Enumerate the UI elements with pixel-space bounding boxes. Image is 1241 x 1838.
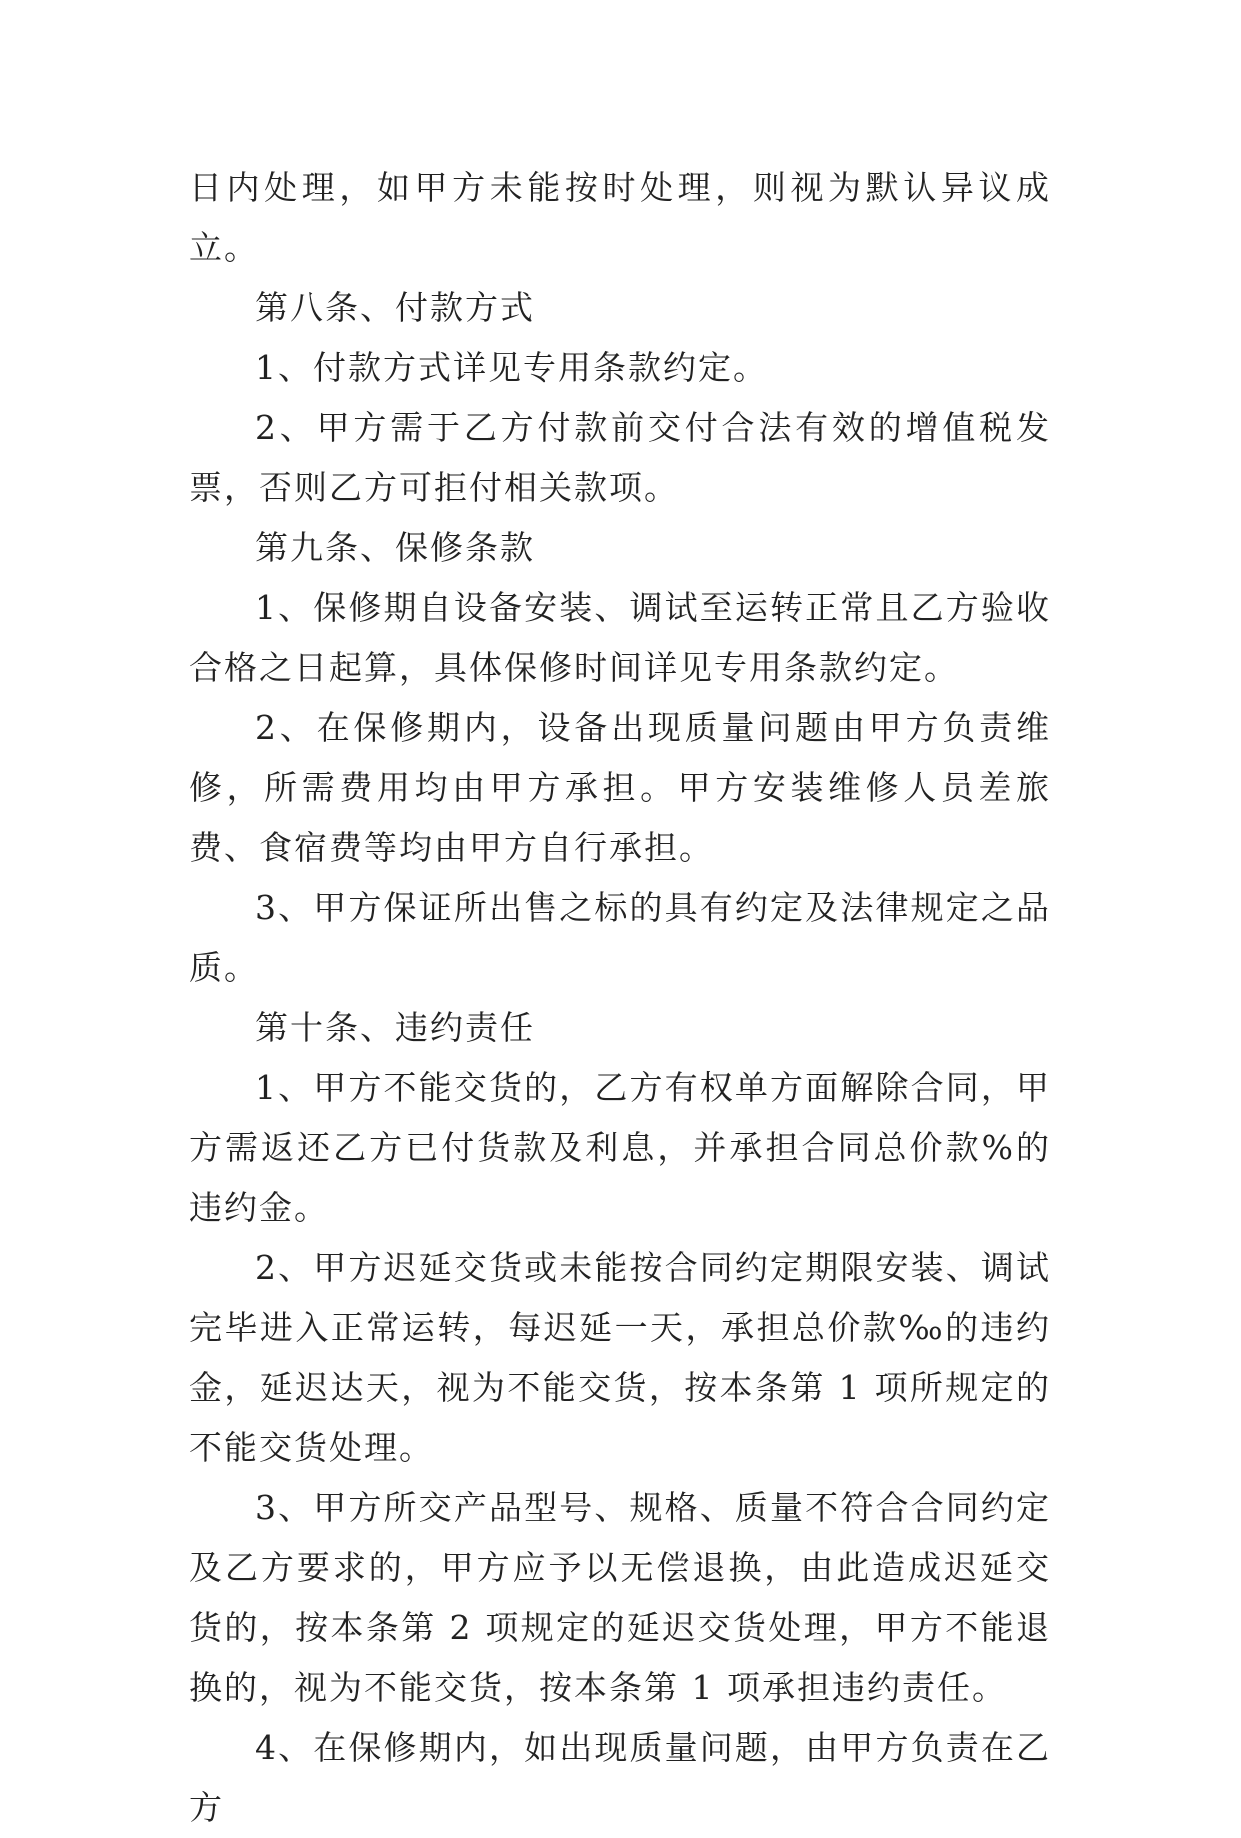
article-10-clause-4: 4、在保修期内，如出现质量问题，由甲方负责在乙方 bbox=[189, 1728, 1051, 1827]
article-9-heading: 第九条、保修条款 bbox=[255, 528, 535, 567]
paragraph-continuation: 日内处理，如甲方未能按时处理，则视为默认异议成立。 bbox=[189, 168, 1051, 267]
article-10-heading: 第十条、违约责任 bbox=[255, 1008, 535, 1047]
article-10-clause-2: 2、甲方迟延交货或未能按合同约定期限安装、调试完毕进入正常运转，每迟延一天，承担总价款‰的违约金，延迟达天，视为不能交货，按本条第 1 项所规定的不能交货处理。 bbox=[189, 1248, 1051, 1467]
article-10-clause-3: 3、甲方所交产品型号、规格、质量不符合合同约定及乙方要求的，甲方应予以无偿退换，由此造成迟延交货的，按本条第 2 项规定的延迟交货处理，甲方不能退换的，视为不能交货，按本条第 1 项承担违约责任。 bbox=[189, 1488, 1051, 1707]
article-9-clause-2: 2、在保修期内，设备出现质量问题由甲方负责维修，所需费用均由甲方承担。甲方安装维修人员差旅费、食宿费等均由甲方自行承担。 bbox=[189, 708, 1051, 867]
article-8-clause-1: 1、付款方式详见专用条款约定。 bbox=[255, 348, 768, 387]
article-8-clause-2: 2、甲方需于乙方付款前交付合法有效的增值税发票，否则乙方可拒付相关款项。 bbox=[189, 408, 1051, 507]
article-9-clause-1: 1、保修期自设备安装、调试至运转正常且乙方验收合格之日起算，具体保修时间详见专用条款约定。 bbox=[189, 588, 1051, 687]
article-9-clause-3: 3、甲方保证所出售之标的具有约定及法律规定之品质。 bbox=[189, 888, 1051, 987]
article-8-heading: 第八条、付款方式 bbox=[255, 288, 535, 327]
document-body bbox=[189, 158, 1051, 1838]
article-10-clause-1: 1、甲方不能交货的，乙方有权单方面解除合同，甲方需返还乙方已付货款及利息，并承担合同总价款%的违约金。 bbox=[189, 1068, 1051, 1227]
